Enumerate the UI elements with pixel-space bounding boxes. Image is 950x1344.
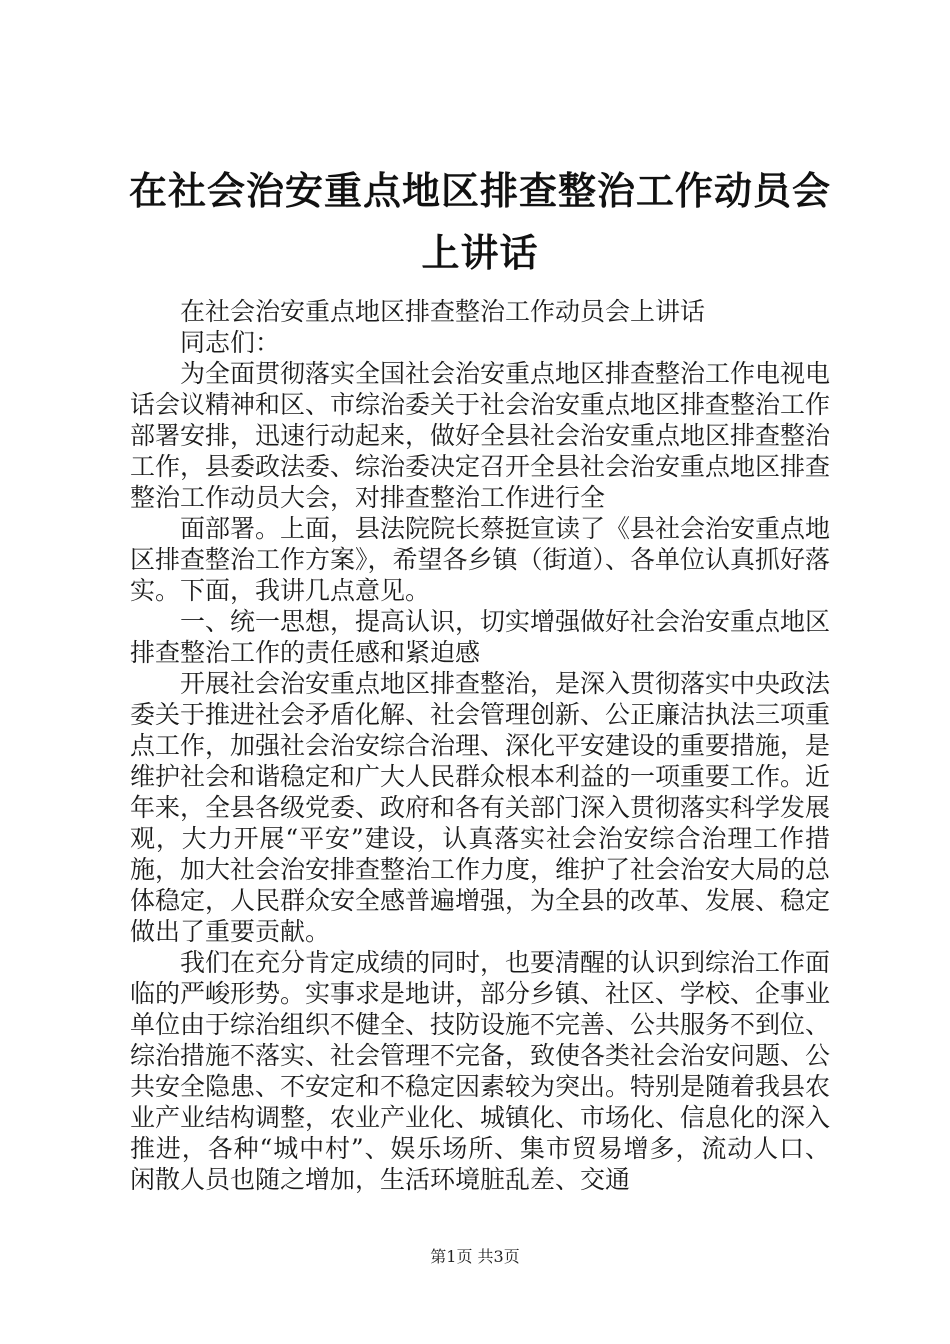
paragraph: 为全面贯彻落实全国社会治安重点地区排查整治工作电视电话会议精神和区、市综治委关于社会治安重点地区排查整治工作部署安排，迅速行动起来，做好全县社会治安重点地区排查整治工作，县委政法委、综治委决定召开全县社会治安重点地区排查整治工作动员大会，对排查整治工作进行全 [130,359,831,512]
section-heading: 一、统一思想，提高认识，切实增强做好社会治安重点地区排查整治工作的责任感和紧迫感 [130,607,831,667]
document-body [130,296,830,1195]
paragraph: 同志们： [180,328,281,357]
paragraph: 在社会治安重点地区排查整治工作动员会上讲话 [180,297,706,326]
document-title: 在社会治安重点地区排查整治工作动员会上讲话 [128,168,831,275]
paragraph: 开展社会治安重点地区排查整治，是深入贯彻落实中央政法委关于推进社会矛盾化解、社会管理创新、公正廉洁执法三项重点工作，加强社会治安综合治理、深化平安建设的重要措施，是维护社会和谐稳定和广大人民群众根本利益的一项重要工作。近年来，全县各级党委、政府和各有关部门深入贯彻落实科学发展观，大力开展“平安”建设，认真落实社会治安综合治理工作措施，加大社会治安排查整治工作力度，维护了社会治安大局的总体稳定，人民群众安全感普遍增强，为全县的改革、发展、稳定做出了重要贡献。 [130,669,831,946]
page-number: 第1页 共3页 [430,1247,520,1266]
paragraph: 我们在充分肯定成绩的同时，也要清醒的认识到综治工作面临的严峻形势。实事求是地讲，部分乡镇、社区、学校、企事业单位由于综治组织不健全、技防设施不完善、公共服务不到位、综治措施不落实、社会管理不完备，致使各类社会治安问题、公共安全隐患、不安定和不稳定因素较为突出。特别是随着我县农业产业结构调整，农业产业化、城镇化、市场化、信息化的深入推进，各种“城中村”、娱乐场所、集市贸易增多，流动人口、闲散人员也随之增加，生活环境脏乱差、交通 [130,948,831,1194]
paragraph: 面部署。上面，县法院院长蔡挺宣读了《县社会治安重点地区排查整治工作方案》，希望各乡镇（街道）、各单位认真抓好落实。下面，我讲几点意见。 [130,514,831,605]
